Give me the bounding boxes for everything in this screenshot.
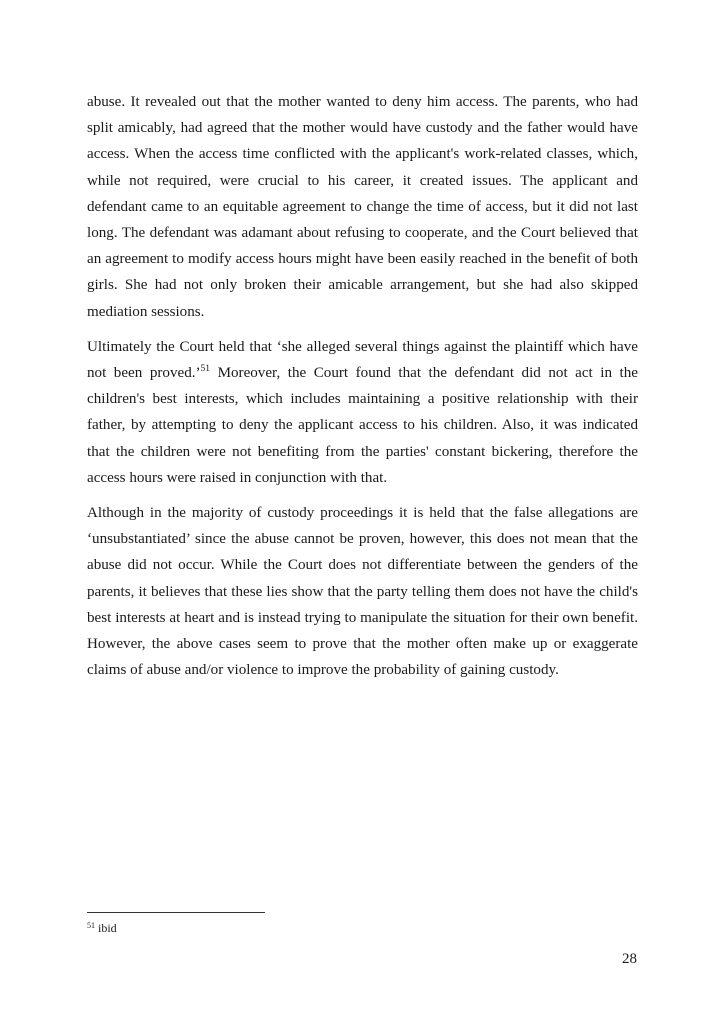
paragraph-3: Although in the majority of custody proceedings it is held that the false allegations are ‘unsubstantiated’ since the abuse cannot be proven, however, this does not mean that the abuse did not occur. While the Court does not differentiate between the genders of the parents, it believes that these lies show that the party telling them does not have the child's best interests at heart and is instead trying to manipulate the situation for their own benefit. However, the above cases seem to prove that the mother often make up or exaggerate claims of abuse and/or violence to improve the probability of gaining custody. <box>87 505 638 679</box>
paragraph-1: abuse. It revealed out that the mother wanted to deny him access. The parents, who had split amicably, had agreed that the mother would have custody and the father would have access. When the access time conflicted with the applicant's work-related classes, which, while not required, were crucial to his career, it created issues. The applicant and defendant came to an equitable agreement to change the time of access, but it did not last long. The defendant was adamant about refusing to cooperate, and the Court believed that an agreement to modify access hours might have been easily reached in the benefit of both girls. She had not only broken their amicable arrangement, but she had also skipped mediation sessions. <box>87 94 638 320</box>
paragraph-2 <box>87 334 638 491</box>
paragraph-2-text-before-ref: Ultimately the Court held that ‘she alleged several things against the plaintiff which have not been proved.’ <box>87 338 638 382</box>
footnote-separator <box>87 912 265 913</box>
footnote-number: 51 <box>87 921 95 930</box>
footnote-reference[interactable]: 51 <box>200 364 211 375</box>
body-text <box>87 89 638 692</box>
paragraph-2-text-after-ref: Moreover, the Court found that the defendant did not act in the children's best interests, which includes maintaining a positive relationship with their father, by attempting to deny the applicant access to his children. Also, it was indicated that the children were not benefiting from the parties' constant bickering, therefore the access hours were raised in conjunction with that. <box>87 365 638 486</box>
footnote-text: ibid <box>98 921 117 935</box>
footnote <box>87 920 117 936</box>
page-number: 28 <box>622 951 637 967</box>
